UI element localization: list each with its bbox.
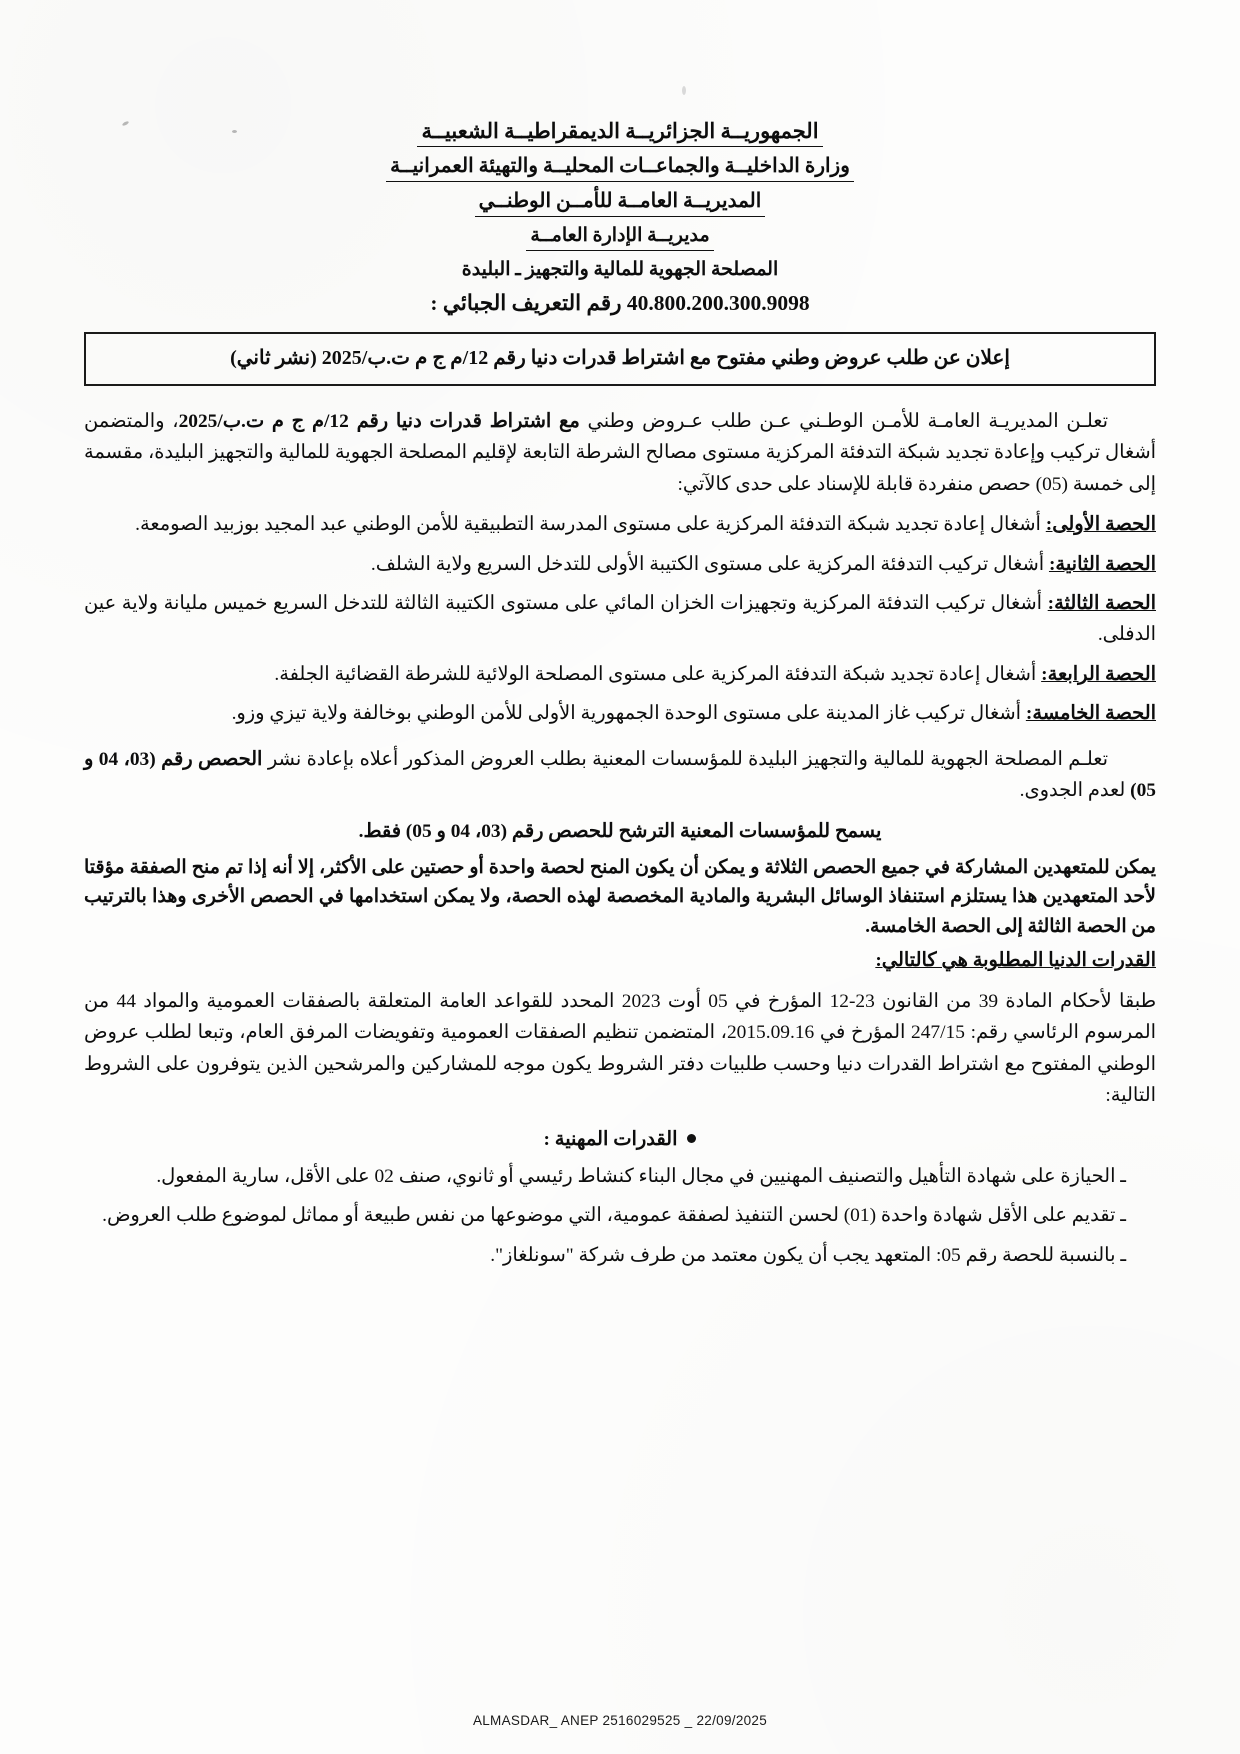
intro-paragraph bbox=[84, 406, 1156, 500]
lot-label: الحصة الثالثة: bbox=[1047, 592, 1156, 614]
bullet-dot-icon bbox=[687, 1134, 696, 1143]
lot-text: أشغال تركيب التدفئة المركزية وتجهيزات الخزان المائي على مستوى الكتيبة الثالثة للتدخل السريع خميس مليانة ولاية عين الدفلى. bbox=[84, 592, 1156, 646]
announcement-title: إعلان عن طلب عروض وطني مفتوح مع اشتراط قدرات دنيا رقم 12/م ج م ت.ب/2025 (نشر ثاني) bbox=[230, 346, 1010, 369]
eligibility-paragraph bbox=[84, 816, 1156, 847]
participation-conditions-paragraph: يمكن للمتعهدين المشاركة في جميع الحصص الثلاثة و يمكن أن يكون المنح لحصة واحدة أو حصتين على الأكثر، إلا أنه إذا تم منح الصفقة مؤقتا لأحد المتعهدين هذا يستلزم استنفاذ الوسائل البشرية والمادية المخصصة لهذه الحصة، ولا يمكن استخدامها في الحصص الأخرى وهذا بالترتيب من الحصة الثالثة إلى الحصة الخامسة. bbox=[84, 857, 1157, 937]
professional-requirement-item: ـ بالنسبة للحصة رقم 05: المتعهد يجب أن يكون معتمد من طرف شركة "سونلغاز". bbox=[490, 1244, 1126, 1266]
lot-item bbox=[84, 509, 1156, 540]
lot-text: أشغال إعادة تجديد شبكة التدفئة المركزية على مستوى المصلحة الولائية للشرطة القضائية الجلفة. bbox=[274, 663, 1037, 685]
intro-reference-bold: مع اشتراط قدرات دنيا رقم 12/م ج م ت.ب/2025 bbox=[178, 410, 580, 432]
lot-text: أشغال إعادة تجديد شبكة التدفئة المركزية على مستوى المدرسة التطبيقية للأمن الوطني عبد المجيد بوزبيد الصومعة. bbox=[135, 514, 1041, 536]
intro-text-part1: تعلـن المديريـة العامـة للأمـن الوطـني عـن طلب عـروض وطني bbox=[579, 410, 1108, 432]
minimum-capacities-heading bbox=[84, 945, 1156, 976]
professional-requirement-item: ـ تقديم على الأقل شهادة واحدة (01) لحسن التنفيذ لصفقة عمومية، التي موضوعها من نفس طبيعة أو مماثل لموضوع طلب العروض. bbox=[102, 1205, 1126, 1227]
republication-lots-bold: الحصص رقم (03، 04 و 05) bbox=[84, 748, 1156, 802]
eligibility-lots-bold: للحصص رقم (03، 04 و 05) فقط. bbox=[358, 820, 614, 842]
lot-label: الحصة الأولى: bbox=[1045, 514, 1156, 536]
lot-label: الحصة الرابعة: bbox=[1041, 663, 1156, 685]
footer-reference: ALMASDAR_ ANEP 2516029525 _ 22/09/2025 bbox=[472, 1713, 768, 1728]
letterhead bbox=[84, 118, 1156, 284]
tax-identification bbox=[84, 291, 1156, 316]
scan-artifact bbox=[682, 86, 686, 95]
lot-item bbox=[84, 698, 1156, 729]
lot-item bbox=[84, 549, 1156, 580]
lot-text: أشغال تركيب التدفئة المركزية على مستوى الكتيبة الأولى للتدخل السريع ولاية الشلف. bbox=[370, 553, 1045, 575]
lot-label: الحصة الثانية: bbox=[1048, 553, 1156, 575]
letterhead-line-regional-service: المصلحة الجهوية للمالية والتجهيز ـ البليدة bbox=[461, 259, 779, 280]
republication-paragraph bbox=[84, 744, 1156, 807]
letterhead-line-ministry: وزارة الداخليــة والجماعــات المحليــة والتهيئة العمرانيــة bbox=[386, 154, 854, 182]
republication-text-a: تعلـم المصلحة الجهوية للمالية والتجهيز البليدة للمؤسسات المعنية بطلب العروض المذكور أعلاه بإعادة نشر bbox=[262, 748, 1109, 770]
announcement-title-box bbox=[84, 332, 1156, 386]
minimum-capacities-heading-text: القدرات الدنيا المطلوبة هي كالتالي: bbox=[875, 950, 1156, 972]
lot-text: أشغال تركيب غاز المدينة على مستوى الوحدة الجمهورية الأولى للأمن الوطني بوخالفة ولاية تيزي وزو. bbox=[231, 703, 1021, 725]
eligibility-text-a: يسمح للمؤسسات المعنية الترشح bbox=[613, 820, 882, 842]
letterhead-line-administration-directorate: مديريــة الإدارة العامــة bbox=[526, 224, 713, 251]
professional-capacities-heading-text: القدرات المهنية : bbox=[543, 1128, 678, 1150]
lot-item bbox=[84, 659, 1156, 690]
legal-basis-paragraph: طبقا لأحكام المادة 39 من القانون 23-12 المؤرخ في 05 أوت 2023 المحدد للقواعد العامة المتعلقة بالصفقات العمومية والمواد 44 من المرسوم الرئاسي رقم: 247/15 المؤرخ في 2015.09.16، المتضمن تنظيم الصفقات العمومية وتفويضات المرفق العام، وتبعا لطلب عروض الوطني المفتوح مع اشتراط القدرات دنيا وحسب طلبيات دفتر الشروط يكون موجه للمشاركين والمرشحين الذين يتوفرون على الشروط التالية: bbox=[84, 990, 1157, 1107]
lot-label: الحصة الخامسة: bbox=[1025, 703, 1156, 725]
professional-capacities-heading bbox=[84, 1124, 1156, 1155]
document-content bbox=[84, 118, 1156, 1279]
lot-item bbox=[84, 588, 1156, 651]
tax-identification-label: رقم التعريف الجبائي : bbox=[430, 290, 622, 315]
tax-identification-number: 40.800.200.300.9098 bbox=[626, 290, 810, 315]
professional-requirement-item: ـ الحيازة على شهادة التأهيل والتصنيف المهنيين في مجال البناء كنشاط رئيسي أو ثانوي، صنف 02 على الأقل، سارية المفعول. bbox=[156, 1165, 1126, 1187]
letterhead-line-directorate-general: المديريــة العامــة للأمــن الوطنــي bbox=[475, 189, 766, 217]
republication-text-c: لعدم الجدوى. bbox=[1019, 780, 1131, 802]
intro-text-part2: ، والمتضمن أشغال تركيب وإعادة تجديد شبكة التدفئة المركزية مستوى مصالح الشرطة التابعة لإقليم المصلحة الجهوية للمالية والتجهيز البليدة، مقسمة إلى خمسة (05) حصص منفردة قابلة للإسناد على حدى كالآتي: bbox=[84, 410, 1156, 495]
announcement-body bbox=[84, 406, 1156, 1272]
letterhead-line-republic: الجمهوريــة الجزائريــة الديمقراطيــة الشعبيــة bbox=[417, 118, 822, 147]
